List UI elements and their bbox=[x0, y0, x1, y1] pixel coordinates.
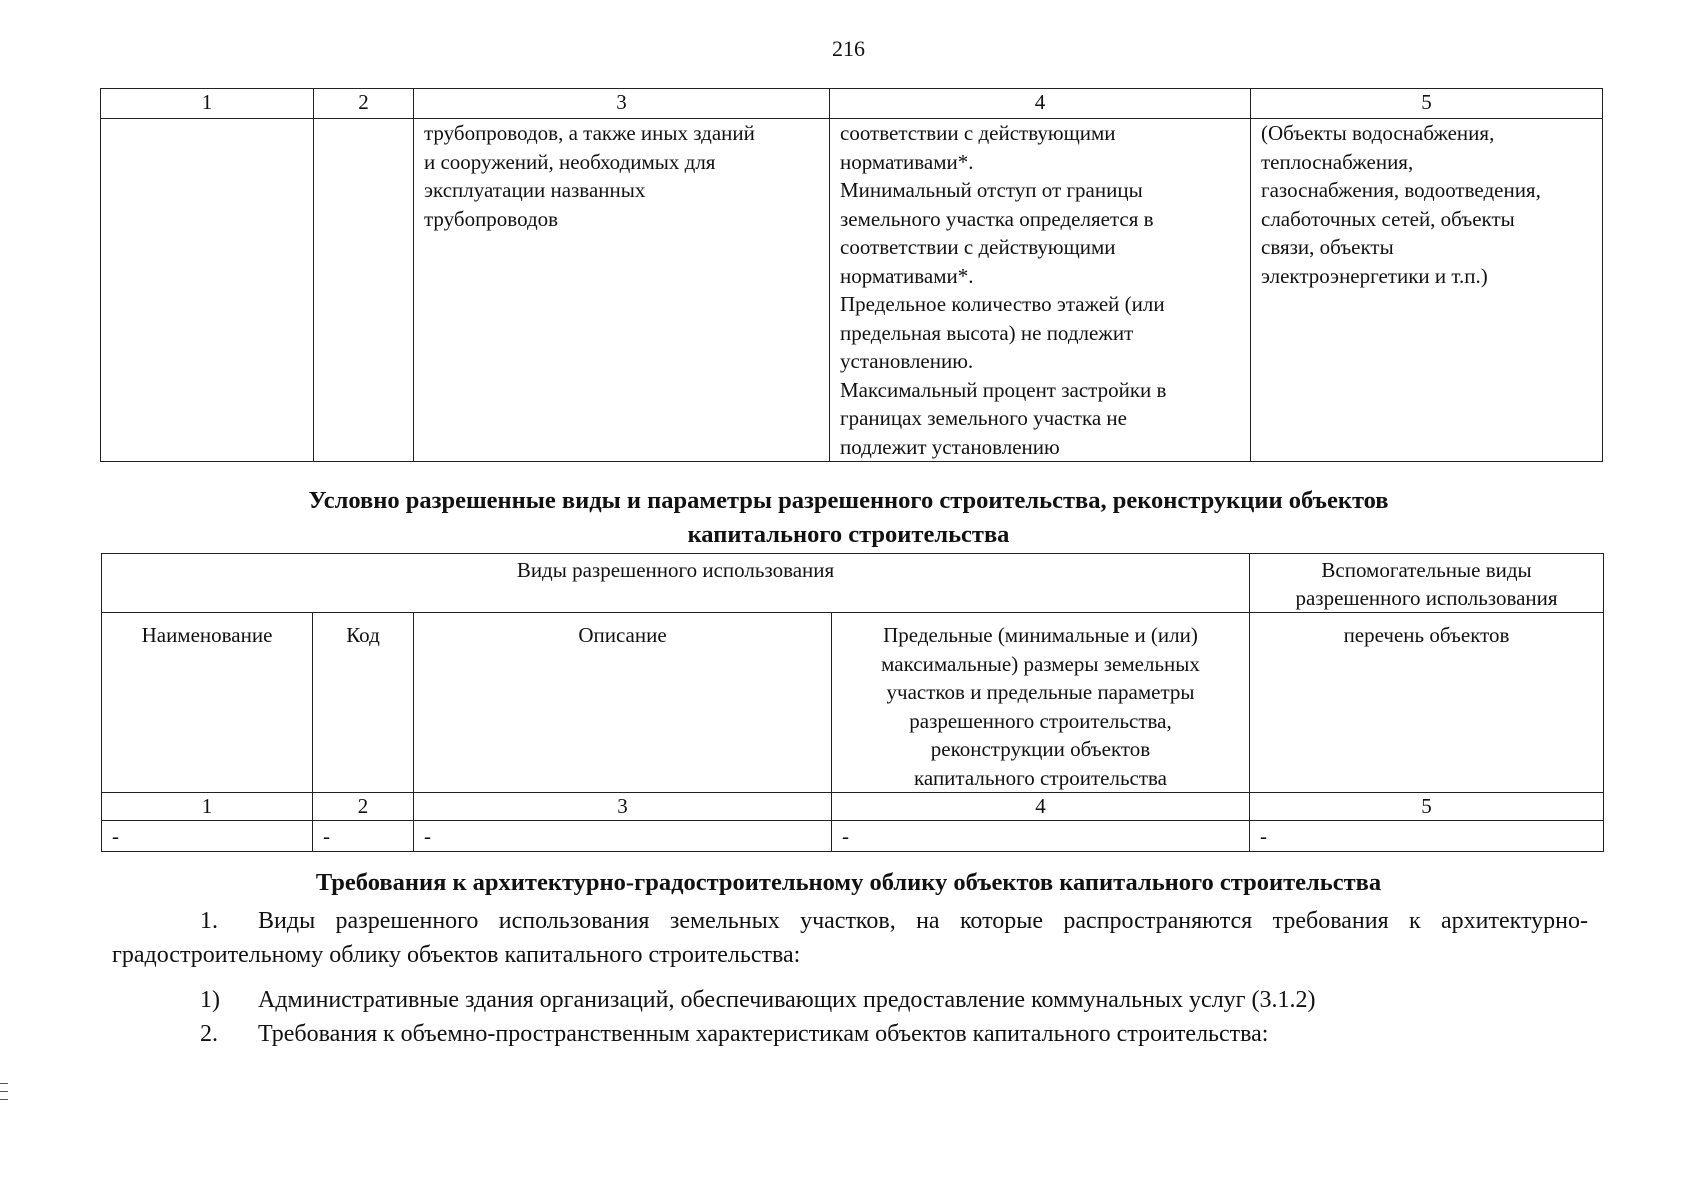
text-line: реконструкции объектов bbox=[930, 737, 1151, 761]
title-line: Условно разрешенные виды и параметры разрешенного строительства, реконструкции объектов bbox=[308, 487, 1389, 514]
paragraph-text: Требования к объемно-пространственным характеристикам объектов капитального строительства: bbox=[258, 1021, 1269, 1047]
group-header-uses: Виды разрешенного использования bbox=[102, 554, 1250, 613]
text-line: подлежит установлению bbox=[840, 434, 1060, 459]
text-line: соответствии с действующими bbox=[840, 235, 1116, 259]
header-cell-2: 2 bbox=[314, 89, 414, 119]
page-number: 216 bbox=[832, 36, 865, 61]
text-line: и сооружений, необходимых для bbox=[424, 149, 716, 174]
paragraph-text: Виды разрешенного использования земельных участков, на которые распространяются требования к архитектурно-градостроительному облику объектов капитального строительства: bbox=[112, 908, 1588, 968]
header-cell-3: 3 bbox=[414, 89, 830, 119]
paragraph-1 bbox=[112, 904, 1588, 972]
text-line: Вспомогательные виды bbox=[1321, 558, 1532, 582]
text-line: Максимальный процент застройки в bbox=[840, 377, 1167, 402]
section-title-conditional bbox=[0, 484, 1697, 552]
text-line: теплоснабжения, bbox=[1261, 149, 1414, 174]
table-group-header-row bbox=[102, 554, 1604, 613]
list-item bbox=[200, 983, 1316, 1017]
text-line: максимальные) размеры земельных bbox=[881, 651, 1200, 676]
table-number-row bbox=[102, 793, 1604, 821]
section-title-architecture: Требования к архитектурно-градостроительному облику объектов капитального строительства bbox=[315, 869, 1382, 896]
text-line: газоснабжения, водоотведения, bbox=[1261, 178, 1541, 202]
number-cell-3: 3 bbox=[414, 793, 832, 821]
col-header-code: Код bbox=[313, 613, 414, 793]
cell-parameters bbox=[830, 119, 1251, 462]
dash-cell-2: - bbox=[313, 821, 414, 852]
text-line: границах земельного участка не bbox=[840, 406, 1127, 430]
title-line: капитального строительства bbox=[687, 521, 1010, 548]
text-line: участков и предельные параметры bbox=[886, 680, 1195, 704]
text-line: электроэнергетики и т.п.) bbox=[1261, 263, 1488, 288]
list-item-number: 1) bbox=[200, 987, 220, 1013]
text-line: земельного участка определяется в bbox=[840, 206, 1154, 231]
table-row bbox=[102, 821, 1604, 852]
group-header-auxiliary bbox=[1250, 554, 1604, 613]
text-line: нормативами*. bbox=[840, 263, 974, 288]
cell-name bbox=[101, 119, 314, 462]
text-line: Минимальный отступ от границы bbox=[840, 178, 1143, 202]
paragraph-number: 1. bbox=[200, 908, 218, 934]
text-line: соответствии с действующими bbox=[840, 121, 1116, 145]
text-line: Предельное количество этажей (или bbox=[840, 292, 1165, 316]
cell-code bbox=[314, 119, 414, 462]
text-line: предельная высота) не подлежит bbox=[840, 320, 1134, 345]
dash-cell-3: - bbox=[414, 821, 832, 852]
col-header-description: Описание bbox=[414, 613, 832, 793]
cell-auxiliary bbox=[1251, 119, 1603, 462]
margin-mark bbox=[0, 1091, 8, 1092]
text-line: (Объекты водоснабжения, bbox=[1261, 121, 1495, 145]
conditional-uses-table bbox=[101, 553, 1604, 852]
header-cell-1: 1 bbox=[101, 89, 314, 119]
paragraph-2 bbox=[200, 1017, 1268, 1051]
text-line: связи, объекты bbox=[1261, 235, 1394, 259]
col-header-name: Наименование bbox=[102, 613, 313, 793]
table-column-header-row bbox=[102, 613, 1604, 793]
text-line: Предельные (минимальные и (или) bbox=[883, 623, 1198, 647]
text-line: трубопроводов, а также иных зданий bbox=[424, 121, 755, 145]
paragraph-number: 2. bbox=[200, 1021, 218, 1047]
col-header-list: перечень объектов bbox=[1250, 613, 1604, 793]
number-cell-2: 2 bbox=[313, 793, 414, 821]
list-item-text: Административные здания организаций, обеспечивающих предоставление коммунальных услуг (3.1.2) bbox=[258, 987, 1316, 1013]
header-cell-5: 5 bbox=[1251, 89, 1603, 119]
continuation-table bbox=[100, 88, 1603, 462]
text-line: установлению. bbox=[840, 349, 974, 373]
text-line: разрешенного использования bbox=[1295, 586, 1558, 610]
dash-cell-4: - bbox=[832, 821, 1250, 852]
dash-cell-1: - bbox=[102, 821, 313, 852]
cell-description bbox=[414, 119, 830, 462]
number-cell-5: 5 bbox=[1250, 793, 1604, 821]
margin-mark bbox=[0, 1083, 8, 1084]
dash-cell-5: - bbox=[1250, 821, 1604, 852]
text-line: капитального строительства bbox=[914, 765, 1167, 790]
col-header-parameters bbox=[832, 613, 1250, 793]
text-line: трубопроводов bbox=[424, 206, 559, 231]
number-cell-1: 1 bbox=[102, 793, 313, 821]
text-line: разрешенного строительства, bbox=[909, 708, 1172, 733]
text-line: эксплуатации названных bbox=[424, 178, 646, 202]
header-cell-4: 4 bbox=[830, 89, 1251, 119]
table-row bbox=[101, 119, 1603, 462]
text-line: слаботочных сетей, объекты bbox=[1261, 206, 1515, 231]
margin-mark bbox=[0, 1099, 8, 1100]
number-cell-4: 4 bbox=[832, 793, 1250, 821]
text-line: нормативами*. bbox=[840, 149, 974, 174]
table-header-row bbox=[101, 89, 1603, 119]
